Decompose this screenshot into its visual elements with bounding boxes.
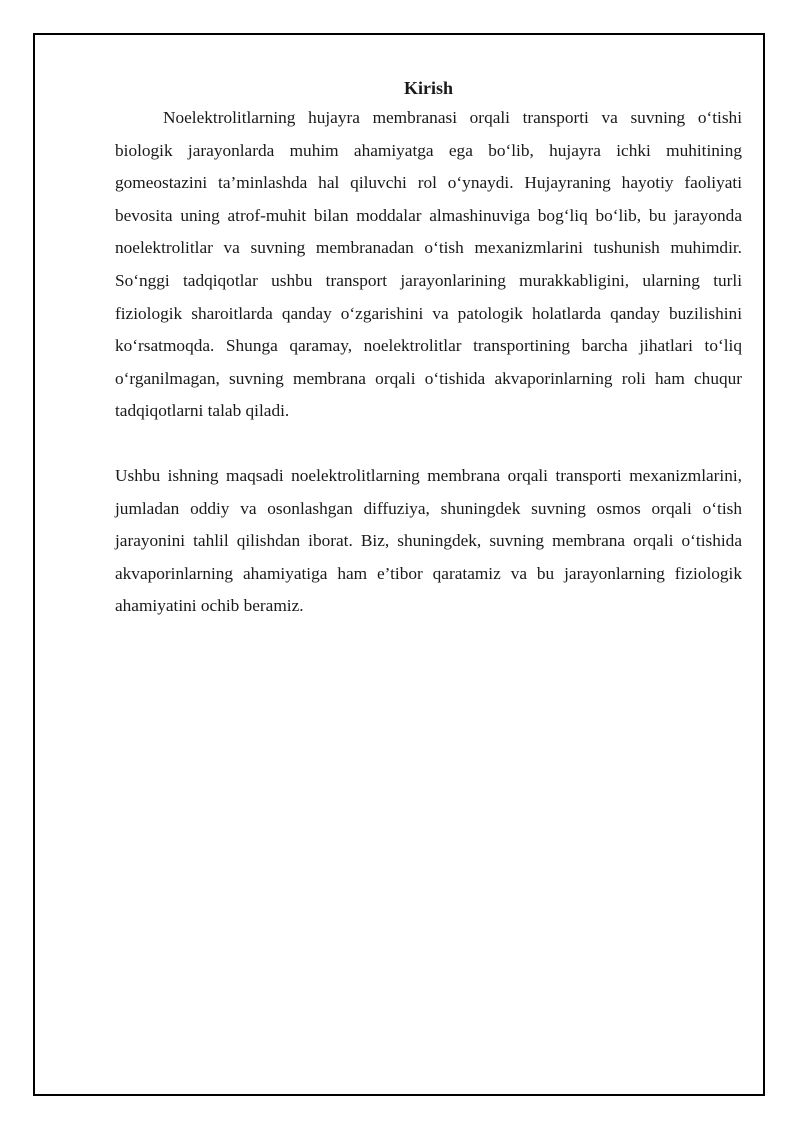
document-body (115, 75, 742, 623)
intro-paragraph: Noelektrolitlarning hujayra membranasi orqali transporti va suvning o‘tishi biologik jarayonlarda muhim ahamiyatga ega bo‘lib, hujayra ichki muhitining gomeostazini ta’minlashda hal qiluvchi rol o‘ynaydi. Hujayraning hayotiy faoliyati bevosita uning atrof-muhit bilan moddalar almashinuviga bog‘liq bo‘lib, bu jarayonda noelektrolitlar va suvning membranadan o‘tish mexanizmlarini tushunish muhimdir. So‘nggi tadqiqotlar ushbu transport jarayonlarining murakkabligini, ularning turli fiziologik sharoitlarda qanday o‘zgarishini va patologik holatlarda qanday buzilishini ko‘rsatmoqda. Shunga qaramay, noelektrolitlar transportining barcha jihatlari to‘liq o‘rganilmagan, suvning membrana orqali o‘tishida akvaporinlarning roli ham chuqur tadqiqotlarni talab qiladi. (115, 108, 742, 421)
aim-paragraph: Ushbu ishning maqsadi noelektrolitlarning membrana orqali transporti mexanizmlarini, jumladan oddiy va osonlashgan diffuziya, shuningdek suvning osmos orqali o‘tish jarayonini tahlil qilishdan iborat. Biz, shuningdek, suvning membrana orqali o‘tishida akvaporinlarning ahamiyatiga ham e’tibor qaratamiz va bu jarayonlarning fiziologik ahamiyatini ochib beramiz. (115, 465, 742, 616)
paragraph-spacer (115, 428, 742, 460)
document-title: Kirish (403, 78, 453, 98)
